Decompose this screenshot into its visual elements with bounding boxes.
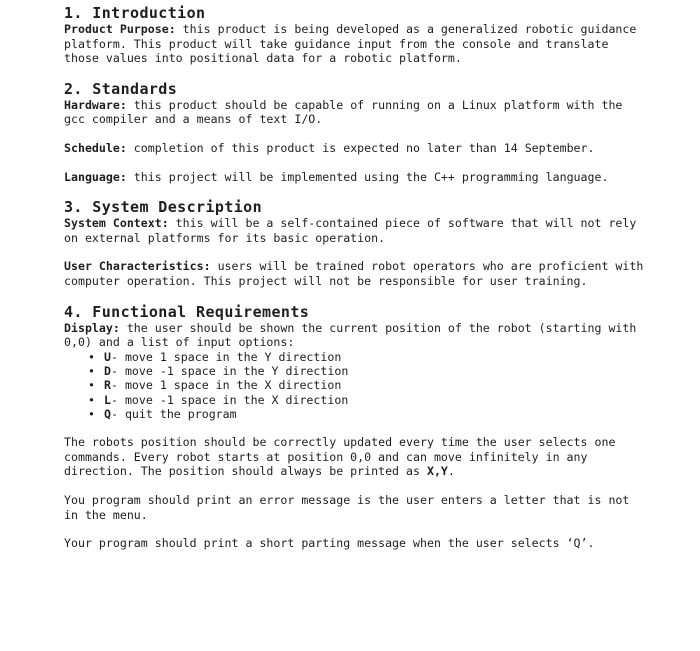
option-key: D	[104, 364, 111, 379]
section-system-description	[64, 198, 644, 288]
heading-functional-requirements: 4. Functional Requirements	[64, 302, 310, 321]
position-update-text: The robots position should be correctly updated every time the user selects one commands. Every robot starts at position 0,0 and can move infinitely in any direction. The position should always be printed as	[64, 435, 616, 479]
display-paragraph	[64, 321, 644, 350]
language-paragraph	[64, 170, 644, 185]
heading-standards: 2. Standards	[64, 79, 178, 98]
list-item-option-u	[88, 350, 644, 364]
display-text: the user should be shown the current position of the robot (starting with 0,0) and a list of input options:	[64, 320, 637, 350]
error-message-paragraph: You program should print an error message is the user enters a letter that is not in the menu.	[64, 492, 630, 522]
user-characteristics-paragraph	[64, 259, 644, 288]
option-key: Q	[104, 406, 111, 421]
language-label: Language:	[64, 169, 127, 184]
language-text: this project will be implemented using the C++ programming language.	[126, 169, 609, 184]
product-purpose-text: this product is being developed as a generalized robotic guidance platform. This product will take guidance input from the console and translate those values into positional data for a robotic platform.	[64, 22, 637, 66]
option-text: - move -1 space in the X direction	[110, 392, 349, 407]
position-update-paragraph	[64, 435, 644, 479]
option-key: U	[104, 349, 111, 364]
user-characteristics-text: users will be trained robot operators who are proficient with computer operation. This project will not be responsible for user training.	[64, 259, 644, 288]
section-introduction	[64, 4, 644, 66]
parting-message-paragraph: Your program should print a short parting message when the user selects ‘Q’.	[64, 536, 595, 551]
schedule-text: completion of this product is expected no later than 14 September.	[126, 140, 595, 155]
schedule-paragraph	[64, 141, 644, 156]
section-standards	[64, 80, 644, 184]
option-key: R	[104, 378, 111, 393]
document	[64, 4, 644, 551]
list-item-option-l	[88, 393, 644, 407]
hardware-text: this product should be capable of running on a Linux platform with the gcc compiler and a means of text I/O.	[64, 97, 623, 127]
position-update-end: .	[447, 464, 455, 479]
user-characteristics-label: User Characteristics:	[64, 259, 211, 274]
system-context-paragraph	[64, 216, 644, 245]
hardware-paragraph	[64, 98, 644, 127]
hardware-label: Hardware:	[64, 97, 127, 112]
heading-introduction: 1. Introduction	[64, 4, 206, 22]
system-context-label: System Context:	[64, 216, 169, 231]
section-functional-requirements	[64, 303, 644, 551]
position-format: X,Y	[426, 464, 448, 479]
schedule-label: Schedule:	[64, 140, 127, 155]
display-label: Display:	[64, 320, 120, 335]
product-purpose-label: Product Purpose:	[64, 22, 176, 36]
product-purpose-paragraph	[64, 22, 644, 66]
option-key: L	[104, 392, 111, 407]
option-text: - quit the program	[110, 406, 237, 421]
system-context-text: this will be a self-contained piece of software that will not rely on external platforms for its basic operation.	[64, 216, 637, 245]
list-item-option-d	[88, 364, 644, 378]
list-item-option-r	[88, 378, 644, 392]
heading-system-description: 3. System Description	[64, 198, 263, 217]
list-item-option-q	[88, 407, 644, 421]
input-options-list	[64, 350, 644, 421]
option-text: - move 1 space in the Y direction	[110, 349, 342, 364]
option-text: - move 1 space in the X direction	[110, 378, 342, 393]
option-text: - move -1 space in the Y direction	[110, 364, 349, 379]
